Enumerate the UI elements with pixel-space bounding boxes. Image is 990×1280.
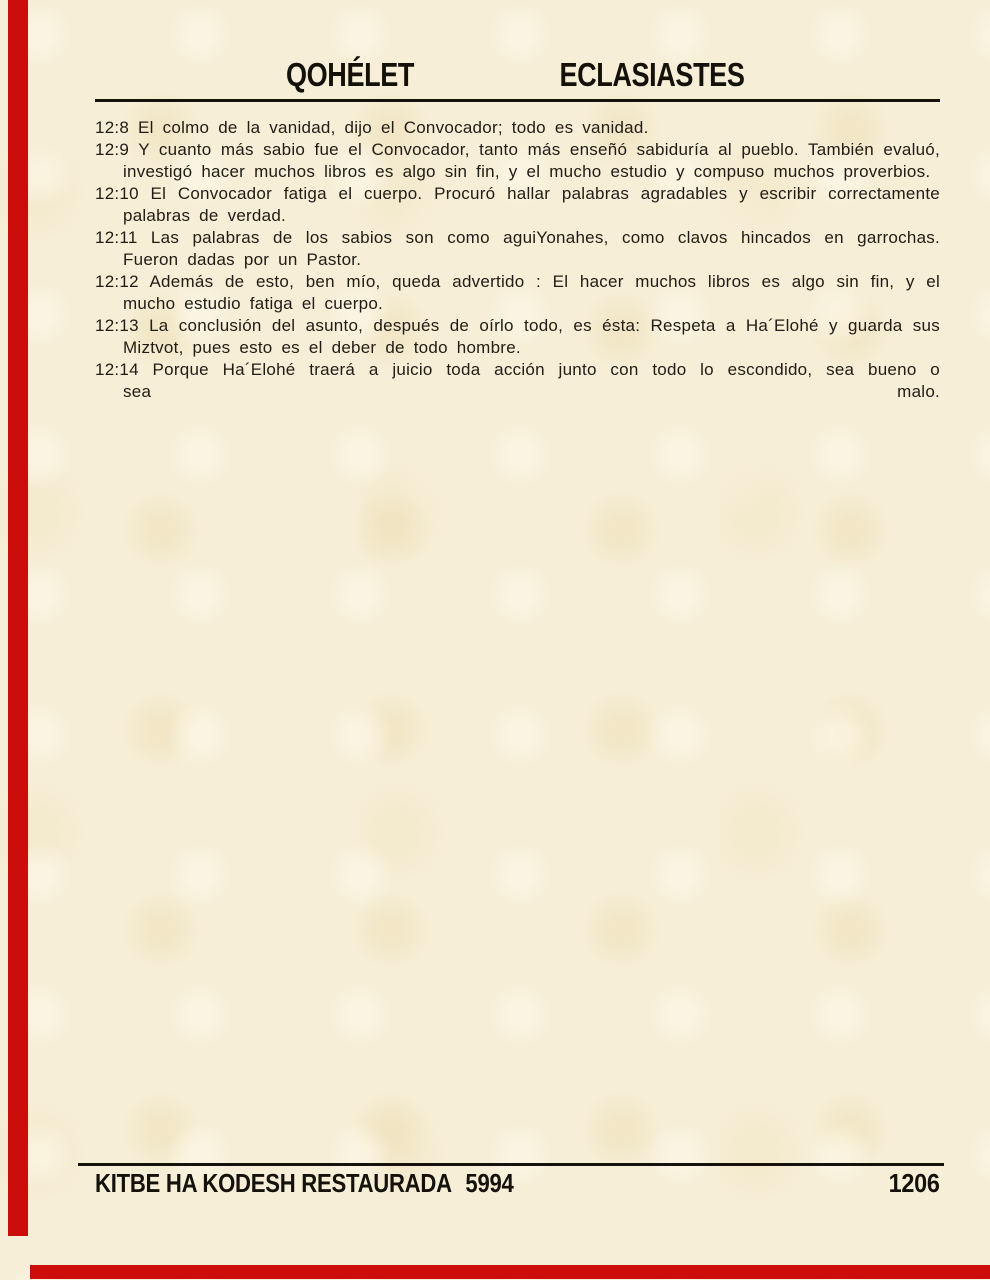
verse-12-10: 12:10 El Convocador fatiga el cuerpo. Procuró hallar palabras agradables y escribir correctamente palabras de verdad. [95,184,940,225]
left-red-border-bar [8,0,28,1236]
footer-rule [78,1163,944,1166]
verse-12-14-final-line [123,381,940,403]
verse-12-14 [95,359,940,403]
verse-12-11: 12:11 Las palabras de los sabios son como aguiYonahes, como clavos hincados en garrochas. Fueron dadas por un Pastor. [95,228,940,269]
verse-12-12: 12:12 Además de esto, ben mío, queda advertido : El hacer muchos libros es algo sin fin, y el mucho estudio fatiga el cuerpo. [95,272,940,313]
header-rule [95,99,940,102]
verse-12-8: 12:8 El colmo de la vanidad, dijo el Convocador; todo es vanidad. [95,118,649,137]
verse-12-13: 12:13 La conclusión del asunto, después de oírlo todo, es ésta: Respeta a Ha´Elohé y guarda sus Miztvot, pues esto es el deber de todo hombre. [95,316,940,357]
footer-book-title-group [95,1169,514,1197]
header-title-qohelet: QOHÉLET [286,56,414,93]
bottom-red-border-bar [30,1265,990,1279]
verse-12-14-body: 12:14 Porque Ha´Elohé traerá a juicio toda acción junto con todo lo escondido, sea bueno o [95,360,940,379]
final-line-right-word: malo. [897,382,940,401]
footer-book-title: KITBE HA KODESH RESTAURADA [95,1168,452,1198]
verse-12-9: 12:9 Y cuanto más sabio fue el Convocador, tanto más enseñó sabiduría al pueblo. También evaluó, investigó hacer muchos libros es algo sin fin, y el mucho estudio y compuso muchos proverbios. [95,140,940,181]
page-number: 1206 [889,1168,940,1198]
footer-edition-year: 5994 [465,1168,514,1198]
verse-block [95,117,940,403]
header-title-eclasiastes: ECLASIASTES [559,56,745,93]
page-footer [95,1169,940,1197]
final-line-left-word: sea [123,382,152,401]
